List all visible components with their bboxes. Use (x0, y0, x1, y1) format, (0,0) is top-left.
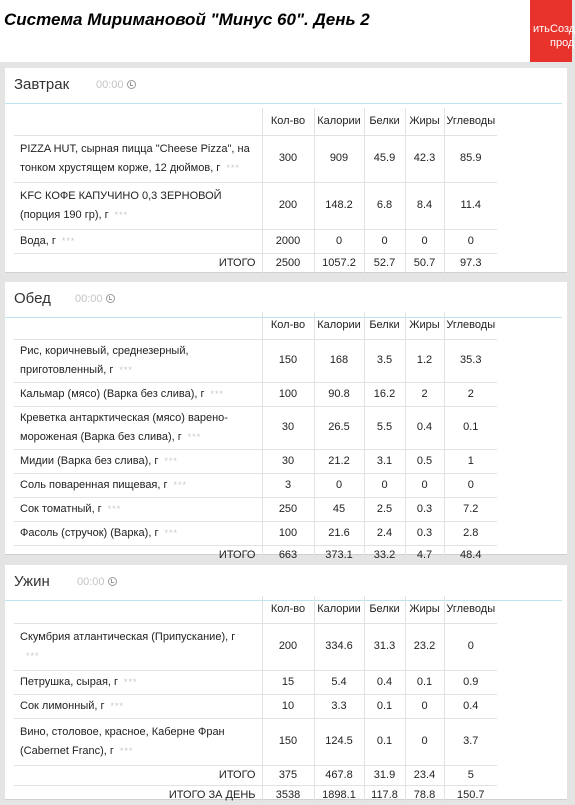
total-label: ИТОГО (14, 545, 262, 565)
total-fat: 23.4 (405, 765, 444, 785)
carb-cell: 2.8 (444, 521, 497, 545)
table-row[interactable] (14, 182, 497, 229)
table-row[interactable] (14, 497, 497, 521)
food-name[interactable]: Фасоль (стручок) (Варка), г (20, 526, 159, 539)
qty-cell[interactable]: 30 (262, 449, 314, 473)
table-row[interactable] (14, 694, 497, 718)
clock-icon (106, 294, 115, 303)
pro-cell: 31.3 (364, 623, 405, 670)
carb-cell: 0.1 (444, 406, 497, 449)
qty-cell[interactable]: 200 (262, 623, 314, 670)
food-name[interactable]: KFC КОФЕ КАПУЧИНО 0,3 ЗЕРНОВОЙ (порция 190 гр), г (20, 189, 222, 221)
page-title: Система Миримановой "Минус 60". День 2 (4, 10, 370, 29)
fat-cell: 0.1 (405, 670, 444, 694)
col-qty: Кол-во (262, 596, 314, 623)
qty-cell[interactable]: 30 (262, 406, 314, 449)
pro-cell: 0.1 (364, 718, 405, 765)
food-name[interactable]: Рис, коричневый, среднезерный, приготовленный, г (20, 344, 189, 376)
fat-cell: 0.3 (405, 497, 444, 521)
meal-title: Завтрак (14, 76, 70, 93)
total-fat: 50.7 (405, 253, 444, 273)
meal-time[interactable]: 00:00 (96, 79, 136, 91)
col-fat: Жиры (405, 312, 444, 339)
meal-table (14, 108, 497, 273)
fat-cell: 23.2 (405, 623, 444, 670)
topbar-side-label-2[interactable]: Созд прод (550, 23, 575, 49)
col-qty: Кол-во (262, 108, 314, 135)
food-name[interactable]: Кальмар (мясо) (Варка без слива), г (20, 387, 205, 400)
col-pro: Белки (364, 312, 405, 339)
meal-card-breakfast (5, 68, 567, 273)
col-pro: Белки (364, 108, 405, 135)
fat-cell: 0 (405, 718, 444, 765)
table-row[interactable] (14, 382, 497, 406)
total-row (14, 545, 497, 565)
table-row[interactable] (14, 406, 497, 449)
total-row (14, 765, 497, 785)
total-pro: 52.7 (364, 253, 405, 273)
total-pro: 33.2 (364, 545, 405, 565)
more-icon[interactable]: *** (187, 431, 202, 442)
day-total-row (14, 785, 497, 805)
pro-cell: 3.5 (364, 339, 405, 382)
table-row[interactable] (14, 229, 497, 253)
day-total-label: ИТОГО ЗА ДЕНЬ (14, 785, 262, 805)
cal-cell: 5.4 (314, 670, 364, 694)
cal-cell: 0 (314, 229, 364, 253)
cal-cell: 124.5 (314, 718, 364, 765)
col-cal: Калории (314, 312, 364, 339)
more-icon[interactable]: *** (173, 479, 188, 490)
pro-cell: 2.5 (364, 497, 405, 521)
total-carb: 5 (444, 765, 497, 785)
total-pro: 31.9 (364, 765, 405, 785)
col-carb: Углеводы (444, 596, 497, 623)
more-icon[interactable]: *** (124, 676, 138, 687)
qty-cell[interactable]: 150 (262, 718, 314, 765)
fat-cell: 2 (405, 382, 444, 406)
meal-title: Обед (14, 290, 51, 307)
total-carb: 97.3 (444, 253, 497, 273)
cal-cell: 21.2 (314, 449, 364, 473)
carb-cell: 85.9 (444, 135, 497, 182)
day-total-cal: 1898.1 (314, 785, 364, 805)
table-row[interactable] (14, 623, 497, 670)
more-icon[interactable]: *** (226, 162, 240, 173)
cal-cell: 0 (314, 473, 364, 497)
qty-cell[interactable]: 2000 (262, 229, 314, 253)
pro-cell: 5.5 (364, 406, 405, 449)
total-label: ИТОГО (14, 765, 262, 785)
table-row[interactable] (14, 521, 497, 545)
carb-cell: 35.3 (444, 339, 497, 382)
more-icon[interactable]: *** (119, 364, 133, 375)
total-cal: 373.1 (314, 545, 364, 565)
food-name[interactable]: Вода, г (20, 234, 56, 247)
total-row (14, 253, 497, 273)
meal-card-dinner (5, 565, 567, 800)
carb-cell: 3.7 (444, 718, 497, 765)
fat-cell: 42.3 (405, 135, 444, 182)
cal-cell: 3.3 (314, 694, 364, 718)
more-icon[interactable]: *** (210, 388, 224, 399)
pro-cell: 0.4 (364, 670, 405, 694)
total-cal: 467.8 (314, 765, 364, 785)
carb-cell: 0 (444, 473, 497, 497)
total-fat: 4.7 (405, 545, 444, 565)
meal-header (5, 68, 562, 104)
carb-cell: 0 (444, 229, 497, 253)
fat-cell: 0 (405, 694, 444, 718)
food-name[interactable]: Скумбрия атлантическая (Припускание), г (20, 630, 236, 643)
cal-cell: 45 (314, 497, 364, 521)
table-row[interactable] (14, 449, 497, 473)
cal-cell: 26.5 (314, 406, 364, 449)
meal-title: Ужин (14, 573, 50, 590)
total-qty: 375 (262, 765, 314, 785)
meal-time[interactable]: 00:00 (77, 576, 117, 588)
table-row[interactable] (14, 670, 497, 694)
total-label: ИТОГО (14, 253, 262, 273)
qty-cell[interactable]: 100 (262, 382, 314, 406)
more-icon[interactable]: *** (119, 745, 134, 756)
cal-cell: 148.2 (314, 182, 364, 229)
fat-cell: 0.5 (405, 449, 444, 473)
meal-time[interactable]: 00:00 (75, 293, 115, 305)
qty-cell[interactable]: 200 (262, 182, 314, 229)
day-total-fat: 78.8 (405, 785, 444, 805)
carb-cell: 1 (444, 449, 497, 473)
col-carb: Углеводы (444, 108, 497, 135)
food-name[interactable]: Мидии (Варка без слива), г (20, 454, 159, 467)
qty-cell[interactable]: 3 (262, 473, 314, 497)
food-name[interactable]: Сок томатный, г (20, 502, 102, 515)
col-cal: Калории (314, 108, 364, 135)
fat-cell: 0.3 (405, 521, 444, 545)
qty-cell[interactable]: 100 (262, 521, 314, 545)
food-name[interactable]: Петрушка, сырая, г (20, 675, 119, 688)
total-cal: 1057.2 (314, 253, 364, 273)
clock-icon (108, 577, 117, 586)
cal-cell: 909 (314, 135, 364, 182)
total-qty: 2500 (262, 253, 314, 273)
col-fat: Жиры (405, 596, 444, 623)
food-name[interactable]: PIZZA HUT, сырная пицца "Cheese Pizza", на тонком хрустящем корже, 12 дюймов, г (20, 142, 250, 174)
col-fat: Жиры (405, 108, 444, 135)
fat-cell: 0 (405, 229, 444, 253)
page-title-banner (0, 0, 530, 62)
table-row[interactable] (14, 718, 497, 765)
col-qty: Кол-во (262, 312, 314, 339)
pro-cell: 0.1 (364, 694, 405, 718)
pro-cell: 2.4 (364, 521, 405, 545)
fat-cell: 1.2 (405, 339, 444, 382)
food-name[interactable]: Сок лимонный, г (20, 699, 105, 712)
carb-cell: 11.4 (444, 182, 497, 229)
cal-cell: 168 (314, 339, 364, 382)
pro-cell: 16.2 (364, 382, 405, 406)
qty-cell[interactable]: 15 (262, 670, 314, 694)
topbar-side-label-1[interactable]: ить (533, 23, 550, 35)
more-icon[interactable]: *** (61, 235, 76, 246)
qty-cell[interactable]: 150 (262, 339, 314, 382)
carb-cell: 0.4 (444, 694, 497, 718)
food-name[interactable]: Креветка антарктическая (мясо) варено-мороженая (Варка без слива), г (20, 411, 228, 443)
food-name[interactable]: Вино, столовое, красное, Каберне Фран (Cabernet Franc), г (20, 725, 225, 757)
day-total-qty: 3538 (262, 785, 314, 805)
carb-cell: 0.9 (444, 670, 497, 694)
carb-cell: 0 (444, 623, 497, 670)
pro-cell: 3.1 (364, 449, 405, 473)
total-qty: 663 (262, 545, 314, 565)
fat-cell: 0 (405, 473, 444, 497)
pro-cell: 6.8 (364, 182, 405, 229)
cal-cell: 90.8 (314, 382, 364, 406)
carb-cell: 2 (444, 382, 497, 406)
fat-cell: 8.4 (405, 182, 444, 229)
table-row[interactable] (14, 135, 497, 182)
col-carb: Углеводы (444, 312, 497, 339)
cal-cell: 334.6 (314, 623, 364, 670)
clock-icon (127, 80, 136, 89)
meal-table (14, 312, 497, 565)
meal-table (14, 596, 497, 805)
day-total-carb: 150.7 (444, 785, 497, 805)
pro-cell: 0 (364, 473, 405, 497)
qty-cell[interactable]: 250 (262, 497, 314, 521)
cal-cell: 21.6 (314, 521, 364, 545)
food-name[interactable]: Соль поваренная пищевая, г (20, 478, 168, 491)
table-row[interactable] (14, 339, 497, 382)
pro-cell: 0 (364, 229, 405, 253)
more-icon[interactable]: *** (26, 650, 40, 661)
fat-cell: 0.4 (405, 406, 444, 449)
more-icon[interactable]: *** (164, 455, 178, 466)
col-pro: Белки (364, 596, 405, 623)
meal-card-lunch (5, 282, 567, 561)
more-icon[interactable]: *** (114, 209, 129, 220)
carb-cell: 7.2 (444, 497, 497, 521)
more-icon[interactable]: *** (107, 503, 122, 514)
pro-cell: 45.9 (364, 135, 405, 182)
day-total-pro: 117.8 (364, 785, 405, 805)
more-icon[interactable]: *** (110, 700, 125, 711)
qty-cell[interactable]: 10 (262, 694, 314, 718)
total-carb: 48.4 (444, 545, 497, 565)
more-icon[interactable]: *** (164, 527, 178, 538)
col-cal: Калории (314, 596, 364, 623)
table-row[interactable] (14, 473, 497, 497)
qty-cell[interactable]: 300 (262, 135, 314, 182)
